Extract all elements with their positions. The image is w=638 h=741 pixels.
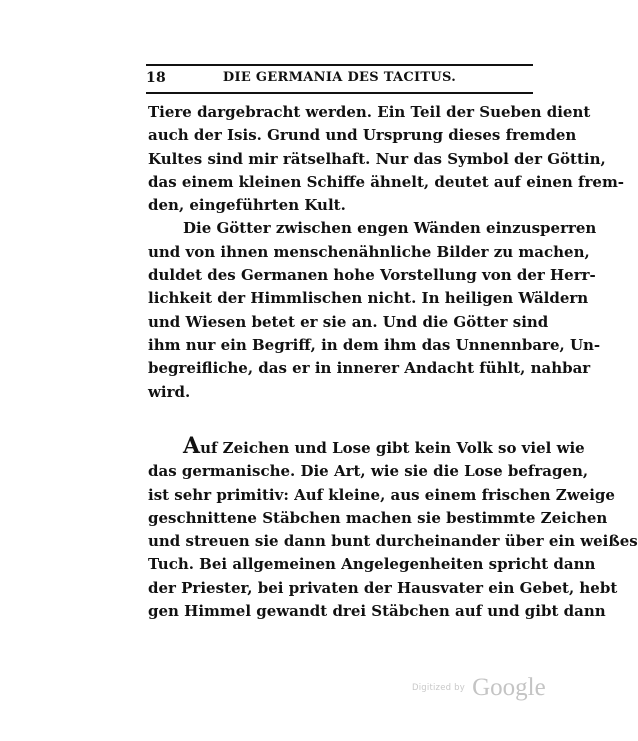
page-number: 18: [146, 70, 166, 86]
text-line: den, eingeführten Kult.: [148, 196, 346, 215]
header-rule-bottom: [146, 92, 533, 94]
page-header: [146, 70, 533, 88]
text-line: lichkeit der Himmlischen nicht. In heiligen Wäldern: [148, 289, 589, 308]
text-line: und von ihnen menschenähnliche Bilder zu machen,: [148, 242, 590, 261]
text-line: Tuch. Bei allgemeinen Angelegenheiten spricht dann: [148, 555, 596, 574]
text-line: begreifliche, das er in innerer Andacht fühlt, nahbar: [148, 359, 591, 378]
text-block-lower: [148, 433, 638, 623]
text-line: wird.: [148, 382, 191, 401]
text-line: duldet des Germanen hohe Vorstellung von der Herr-: [148, 266, 596, 285]
google-logo: Google: [472, 674, 546, 701]
text-line: und streuen sie dann bunt durcheinander über ein weißes: [148, 532, 638, 551]
text-block-upper: [148, 101, 625, 404]
text-line: und Wiesen betet er sie an. Und die Götter sind: [148, 312, 549, 331]
text-line: ist sehr primitiv: Auf kleine, aus einem frischen Zweige: [148, 485, 615, 504]
text-line: Die Götter zwischen engen Wänden einzusperren: [183, 219, 597, 238]
text-line: ihm nur ein Begriff, in dem ihm das Unnennbare, Un-: [148, 335, 601, 354]
text-line: geschnittene Stäbchen machen sie bestimmte Zeichen: [148, 508, 608, 527]
first-line-rest: uf Zeichen und Lose gibt kein Volk so viel wie: [200, 439, 585, 457]
watermark-prefix: Digitized by: [412, 683, 465, 693]
text-line: das einem kleinen Schiffe ähnelt, deutet auf einen frem-: [148, 172, 625, 191]
text-line: der Priester, bei privaten der Hausvater ein Gebet, hebt: [148, 578, 618, 597]
drop-letter: A: [183, 433, 201, 459]
running-head: DIE GERMANIA DES TACITUS.: [222, 70, 457, 85]
text-line: auch der Isis. Grund und Ursprung dieses fremden: [148, 126, 577, 145]
text-line: Tiere dargebracht werden. Ein Teil der Sueben dient: [148, 103, 591, 121]
text-line: das germanische. Die Art, wie sie die Lose befragen,: [148, 462, 589, 481]
paragraph-2: [148, 217, 601, 403]
text-line: gen Himmel gewandt drei Stäbchen auf und gibt dann: [148, 602, 606, 621]
digitized-watermark: [412, 674, 546, 702]
paragraph-3: [148, 433, 638, 623]
header-rule-top: [146, 64, 533, 66]
text-line: Kultes sind mir rätselhaft. Nur das Symbol der Göttin,: [148, 149, 606, 168]
text-line-first: [148, 433, 585, 460]
paragraph-1: [148, 101, 625, 217]
